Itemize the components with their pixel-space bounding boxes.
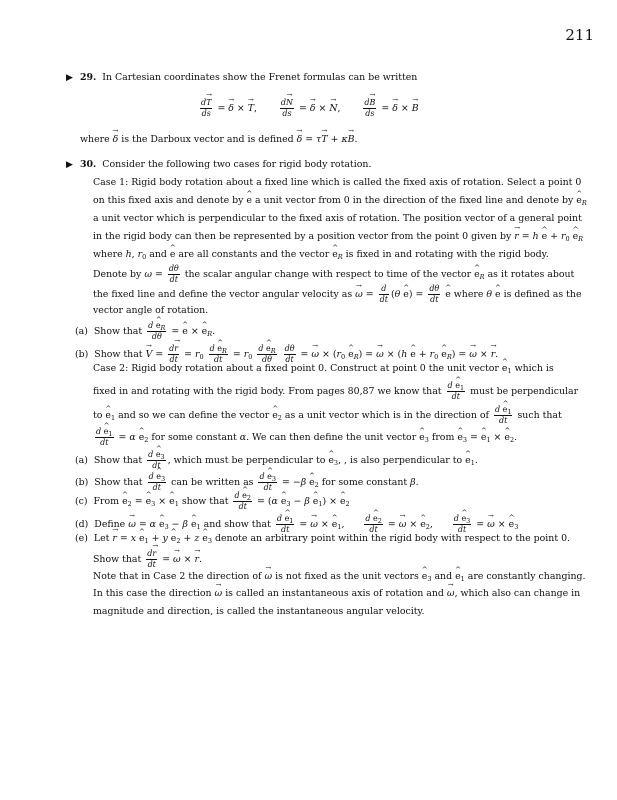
problem-30-intro (80, 156, 371, 174)
case1-line-7: the fixed line and define the vector angular velocity as ω → = $\frac{d}{dt}$ (θ e ^) = $\frac{d\theta}{dt}$ e ^ where θ e ^ is defined as the (93, 284, 582, 305)
note-line-1: Note that in Case 2 the direction of ω → is not fixed as the unit vectors e $\^{}_3$ and e $\^{}_1$ are constantly changing. (93, 568, 585, 586)
case1-line-1: Case 1: Rigid body rotation about a fixed line which is called the fixed axis of rotation. Select a point 0 (93, 177, 582, 188)
case2-part-e-show: Show that $\frac{dr \to}{dt}$ = ω → × r →. (93, 549, 202, 570)
case2-part-c: (c) From e $\^{}_2 = e$ $\^{}_3 \times e$ $\^{}_1$ show that $\frac{d e \^{}_2}{dt}$ = (α e $\^{}_3 - \beta$ e $\^{}_1) \times e$ $\^{}_2$ (75, 491, 350, 512)
darboux-definition: where δ → is the Darboux vector and is defined δ → = τT → + κB →. (80, 131, 357, 149)
case2-part-d: (d) Define ω → = α e $\^{}_3 - \beta$ e $\^{}_1$ and show that $\frac{d e \^{}_1}{dt}$ = ω → × e $\^{}_1$, $\frac{d e \^{}_2}{dt}$ = ω → × e $\^{}_2$, $\frac{d e \^{}_3}{dt}$ = ω → × e $\^{}_3$ (75, 514, 518, 535)
case2-line-3: to e $\^{}_1$ and so we can define the vector e $\^{}_2$ as a unit vector which is in the direction of $\frac{d e \^{}_1}{dt}$ such that (93, 405, 562, 426)
problem-marker-icon: ▶ (66, 73, 73, 83)
page-number: 211 (565, 26, 594, 44)
case2-part-e: (e) Let r → = x e $\^{}_1 + y$ e $\^{}_2 + z$ e $\^{}_3$ denote an arbitrary point within the rigid body with respect to the point 0. (75, 530, 570, 548)
case1-line-2: on this fixed axis and denote by e ^ a unit vector from 0 in the direction of the fixed line and denote by e $\^{}_R$ (93, 192, 587, 210)
case1-line-5: where h, $r_0$ and e ^ are all constants and the vector e $\^{}_R$ is fixed in and rotating with the rigid body. (93, 246, 549, 264)
case2-part-b: (b) Show that $\frac{d e \^{}_3}{dt}$ can be written as $\frac{d e \^{}_3}{dt}$ = −β e $\^{}_2$ for some constant β. (75, 472, 419, 493)
problem-29-intro (80, 69, 417, 87)
note-line-2: In this case the direction ω → is called an instantaneous axis of rotation and ω →, which also can change in (93, 585, 580, 603)
case1-part-b: (b) Show that V → = $\frac{dr \to}{dt}$ = $r_0$ $\frac{d e \^{}_R}{dt}$ = $r_0$ $\frac{d e \^{}_R}{d\theta}$ $\frac{d\theta}{dt}$ = ω → × ($r_0$ e $\^{}_R) = \omega$ → × (h e ^ + $r_0$ e $\^{}_R) = \omega$ → × r →. (75, 344, 498, 365)
problem-marker-icon: ▶ (66, 160, 73, 170)
case2-part-a: (a) Show that $\frac{d e \^{}_3}{dt}$ , which must be perpendicular to e $\^{}_3$, , is also perpendicular to e $\^{}_1$. (75, 450, 478, 471)
problem-30-text: Consider the following two cases for rigid body rotation. (102, 159, 372, 170)
problem-29-text: In Cartesian coordinates show the Frenet formulas can be written (102, 72, 418, 83)
case1-line-3: a unit vector which is perpendicular to the fixed axis of rotation. The position vector of a general point (93, 213, 582, 224)
case1-line-8: vector angle of rotation. (93, 305, 209, 316)
case2-line-1: Case 2: Rigid body rotation about a fixed point 0. Construct at point 0 the unit vector e $\^{}_1$ which is (93, 360, 554, 378)
case2-line-2: fixed in and rotating with the rigid body. From pages 80,87 we know that $\frac{d e \^{}_1}{dt}$ must be perpendicular (93, 381, 578, 402)
note-line-3: magnitude and direction, is called the instantaneous angular velocity. (93, 606, 425, 617)
case1-line-6: Denote by ω = $\frac{d\theta}{dt}$ the scalar angular change with respect to time of the vector e $\^{}_R$ as it rotates about (93, 264, 574, 285)
case2-line-4: $\frac{d e \^{}_1}{dt}$ = α e $\^{}_2$ for some constant α. We can then define the unit vector e $\^{}_3$ from e $\^{}_3 = e$ $\^{}_1 \times e$ $\^{}_2$. (93, 427, 517, 448)
problem-30-number: 30. (80, 159, 97, 170)
frenet-formulas: $\frac{dT \to}{ds}$ = δ → × T →, $\frac{dN \to}{ds}$ = δ → × N →, $\frac{dB \to}{ds}$ = δ → × B → (198, 98, 419, 119)
case1-line-4: in the rigid body can then be represented by a position vector from the point 0 given by r → = h e ^ + $r_0$ e $\^{}_R$ (93, 228, 583, 246)
case1-part-a: (a) Show that $\frac{d e \^{}_R}{d\theta}$ = e ^ × e $\^{}_R$. (75, 321, 215, 342)
problem-29-number: 29. (80, 72, 97, 83)
